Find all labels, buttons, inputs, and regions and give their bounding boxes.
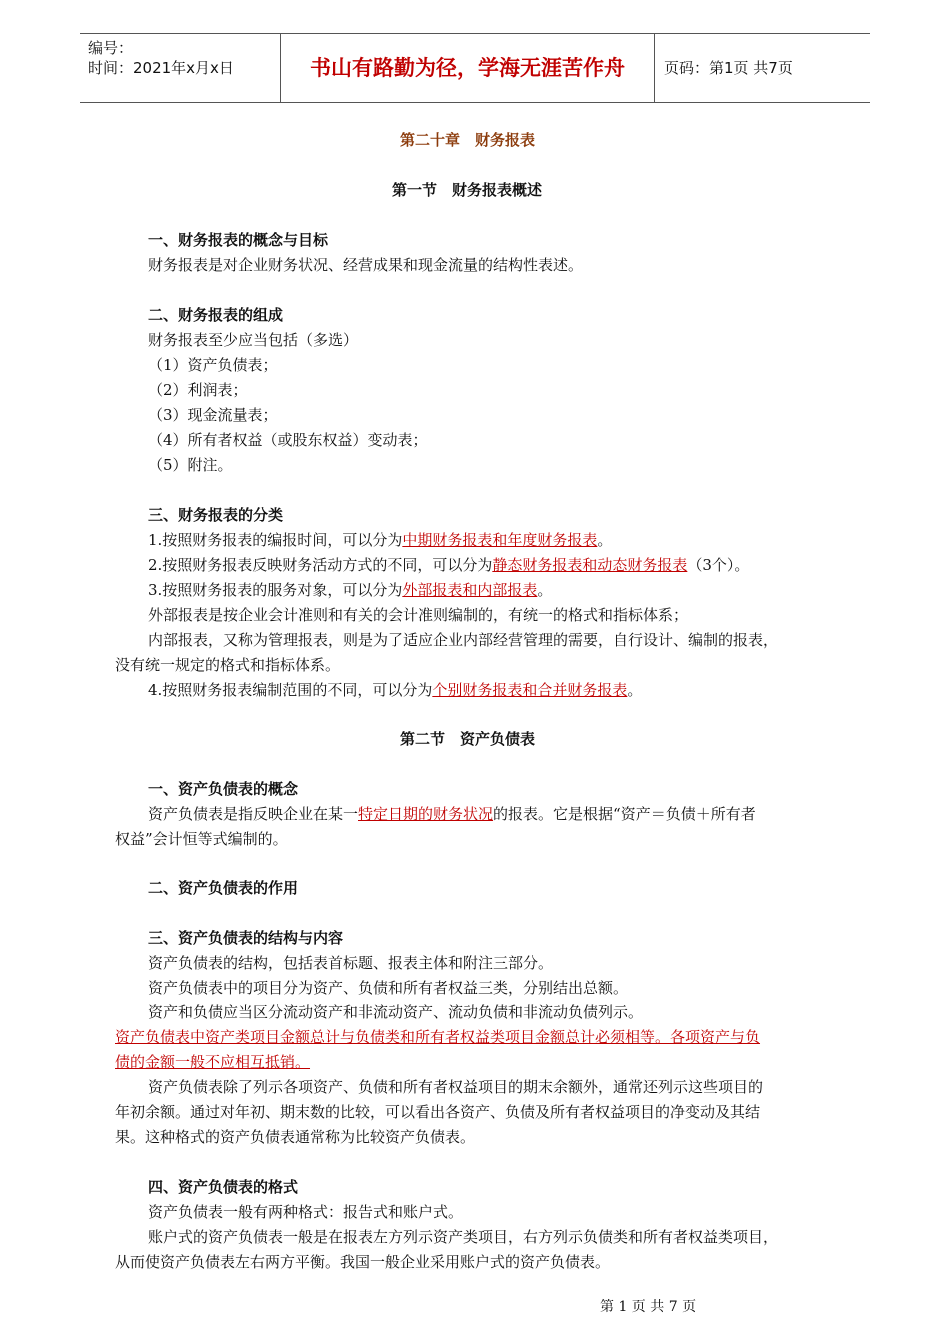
paragraph: 资产负债表除了列示各项资产、负债和所有者权益项目的期末余额外，通常还列示这些项目的: [148, 1078, 764, 1096]
section-title: 第二节 资产负债表: [400, 730, 536, 748]
highlight: 外部报表和内部报表: [402, 581, 538, 599]
heading: 三、资产负债表的结构与内容: [148, 929, 344, 947]
list-item: （4）所有者权益（或股东权益）变动表；: [148, 431, 428, 449]
section-title: 第一节 财务报表概述: [392, 181, 543, 199]
heading: 二、财务报表的组成: [148, 306, 284, 324]
paragraph: 财务报表至少应当包括（多选）: [148, 331, 359, 349]
page-header: [80, 33, 870, 103]
text: 1.按照财务报表的编报时间，可以分为: [148, 531, 403, 549]
definition-line: [148, 802, 756, 827]
text: 2.按照财务报表反映财务活动方式的不同，可以分为: [148, 556, 493, 574]
paragraph: 资产负债表一般有两种格式：报告式和账户式。: [148, 1203, 464, 1221]
highlight: 静态财务报表和动态财务报表: [492, 556, 688, 574]
paragraph: 财务报表是对企业财务状况、经营成果和现金流量的结构性表述。: [148, 256, 584, 274]
page-footer: 第 1 页 共 7 页: [600, 1299, 697, 1315]
heading: 二、资产负债表的作用: [148, 879, 299, 897]
classification-line: [148, 528, 612, 553]
highlight-paragraph: 债的金额一般不应相互抵销。: [115, 1053, 311, 1071]
text: （3个）。: [687, 556, 750, 574]
time-label: 时间：2021年x月x日: [88, 59, 234, 77]
paragraph: 账户式的资产负债表一般是在报表左方列示资产类项目，右方列示负债类和所有者权益类项目，: [148, 1228, 779, 1246]
classification-line: [148, 678, 642, 703]
paragraph: 外部报表是按企业会计准则和有关的会计准则编制的，有统一的格式和指标体系；: [148, 606, 689, 624]
paragraph: 资产负债表的结构，包括表首标题、报表主体和附注三部分。: [148, 954, 554, 972]
highlight: 个别财务报表和合并财务报表: [432, 681, 628, 699]
heading: 三、财务报表的分类: [148, 506, 284, 524]
chapter-title: 第二十章 财务报表: [400, 131, 536, 149]
header-motto: 书山有路勤为径，学海无涯苦作舟: [310, 56, 625, 80]
highlight: 中期财务报表和年度财务报表: [402, 531, 598, 549]
list-item: （2）利润表；: [148, 381, 248, 399]
heading: 一、财务报表的概念与目标: [148, 231, 329, 249]
text: 。: [597, 531, 613, 549]
paragraph: 果。这种格式的资产负债表通常称为比较资产负债表。: [115, 1128, 476, 1146]
text: 。: [627, 681, 643, 699]
list-item: （3）现金流量表；: [148, 406, 278, 424]
heading: 四、资产负债表的格式: [148, 1178, 299, 1196]
paragraph: 资产和负债应当区分流动资产和非流动资产、流动负债和非流动负债列示。: [148, 1003, 644, 1021]
classification-line: [148, 553, 749, 578]
text: 的报表。它是根据“资产＝负债＋所有者: [493, 805, 756, 823]
text: 4.按照财务报表编制范围的不同，可以分为: [148, 681, 433, 699]
text: 资产负债表是指反映企业在某一: [148, 805, 359, 823]
classification-line: [148, 578, 552, 603]
header-divider: [654, 34, 655, 102]
heading: 一、资产负债表的概念: [148, 780, 299, 798]
number-label: 编号：: [88, 39, 134, 57]
list-item: （5）附注。: [148, 456, 233, 474]
paragraph: 资产负债表中的项目分为资产、负债和所有者权益三类，分别结出总额。: [148, 979, 629, 997]
text: 。: [537, 581, 553, 599]
paragraph: 从而使资产负债表左右两方平衡。我国一般企业采用账户式的资产负债表。: [115, 1253, 611, 1271]
paragraph: 内部报表，又称为管理报表，则是为了适应企业内部经营管理的需要，自行设计、编制的报表，: [148, 631, 779, 649]
paragraph: 年初余额。通过对年初、期末数的比较，可以看出各资产、负债及所有者权益项目的净变动及其结: [115, 1103, 761, 1121]
header-page-code: 页码：第1页 共7页: [664, 59, 793, 77]
paragraph: 没有统一规定的格式和指标体系。: [115, 656, 341, 674]
highlight: 特定日期的财务状况: [358, 805, 494, 823]
header-meta: [88, 38, 234, 78]
highlight-paragraph: 资产负债表中资产类项目金额总计与负债类和所有者权益类项目金额总计必须相等。各项资产与负: [115, 1028, 761, 1046]
list-item: （1）资产负债表；: [148, 356, 278, 374]
paragraph: 权益”会计恒等式编制的。: [115, 830, 288, 848]
text: 3.按照财务报表的服务对象，可以分为: [148, 581, 403, 599]
